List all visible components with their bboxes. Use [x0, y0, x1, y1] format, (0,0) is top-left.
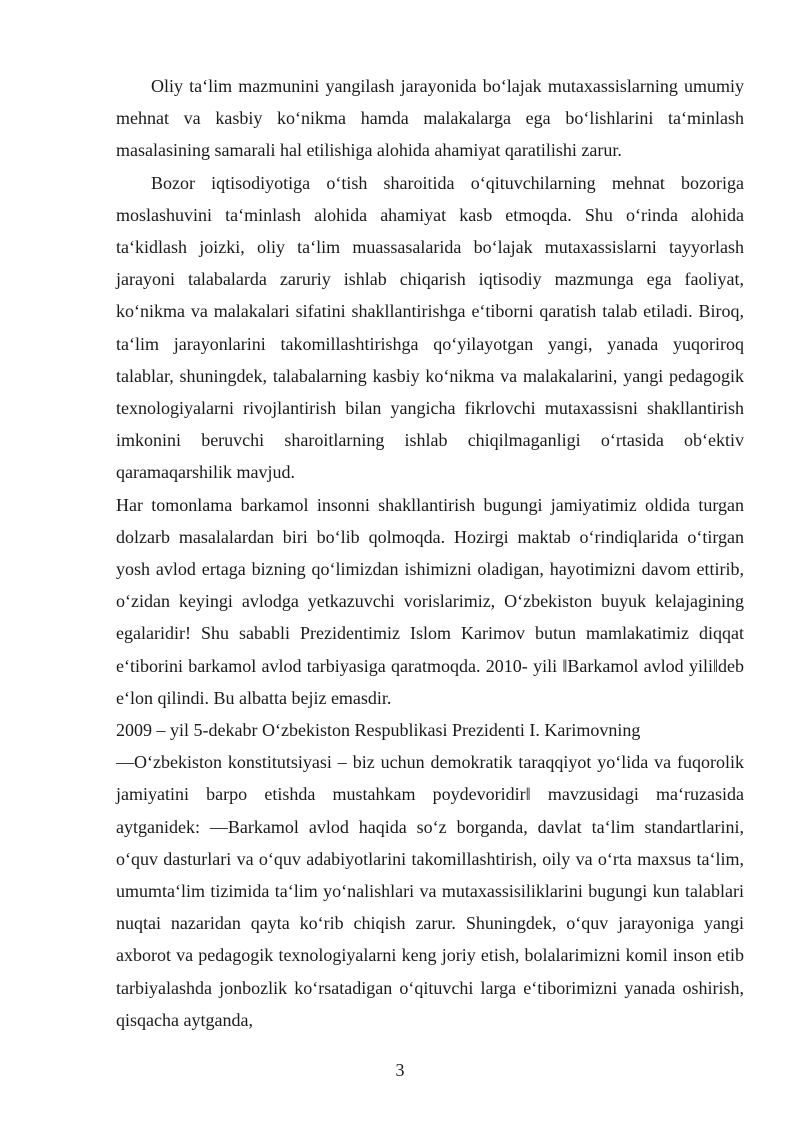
paragraph-1: Oliy ta‘lim mazmunini yangilash jarayonida bo‘lajak mutaxassislarning umumiy mehnat va kasbiy ko‘nikma hamda malakalarga ega bo‘lishlarini ta‘minlash masalasining samarali hal etilishiga alohida ahamiyat qaratilishi zarur.: [116, 76, 744, 161]
paragraph-5: ―O‘zbekiston konstitutsiyasi – biz uchun demokratik taraqqiyot yo‘lida va fuqorolik jamiyatini barpo etishda mustahkam poydevoridir‖ mavzusidagi ma‘ruzasida aytganidek: ―Barkamol avlod haqida so‘z borganda, davlat ta‘lim standartlarini, o‘quv dasturlari va o‘quv adabiyotlarini takomillashtirish, oily va o‘rta maxsus ta‘lim, umumta‘lim tizimida ta‘lim yo‘nalishlari va mutaxassisiliklarini bugungi kun talablari nuqtai nazaridan qayta ko‘rib chiqish zarur. Shuningdek, o‘quv jarayoniga yangi axborot va pedagogik texnologiyalarni keng joriy etish, bolalarimizni komil inson etib tarbiyalashda jonbozlik ko‘rsatadigan o‘qituvchi larga e‘tiborimizni yanada oshirish, qisqacha aytganda,: [116, 752, 744, 1030]
paragraph-3: Har tomonlama barkamol insonni shakllantirish bugungi jamiyatimiz oldida turgan dolzarb masalalardan biri bo‘lib qolmoqda. Hozirgi maktab o‘rindiqlarida o‘tirgan yosh avlod ertaga bizning qo‘limizdan ishimizni oladigan, hayotimizni davom ettirib, o‘zidan keyingi avlodga yetkazuvchi vorislarimiz, O‘zbekiston buyuk kelajagining egalaridir! Shu sababli Prezidentimiz Islom Karimov butun mamlakatimiz diqqat e‘tiborini barkamol avlod tarbiyasiga qaratmoqda. 2010- yili ‖Barkamol avlod yili‖deb e‘lon qilindi. Bu albatta bejiz emasdir.: [116, 494, 744, 708]
paragraph-2: Bozor iqtisodiyotiga o‘tish sharoitida o‘qituvchilarning mehnat bozoriga moslashuvini ta‘minlash alohida ahamiyat kasb etmoqda. Shu o‘rinda alohida ta‘kidlash joizki, oliy ta‘lim muassasalarida bo‘lajak mutaxassislarni tayyorlash jarayoni talabalarda zaruriy ishlab chiqarish iqtisodiy mazmunga ega faoliyat, ko‘nikma va malakalari sifatini shakllantirishga e‘tiborni qaratish talab etiladi. Biroq, ta‘lim jarayonlarini takomillashtirishga qo‘yilayotgan yangi, yanada yuqoriroq talablar, shuningdek, talabalarning kasbiy ko‘nikma va malakalarini, yangi pedagogik texnologiyalarni rivojlantirish bilan yangicha fikrlovchi mutaxassisni shakllantirish imkonini beruvchi sharoitlarning ishlab chiqilmaganligi o‘rtasida ob‘ektiv qaramaqarshilik mavjud.: [116, 172, 744, 483]
page-number: 3: [395, 1060, 405, 1080]
body-text: [116, 70, 744, 1036]
paragraph-4: 2009 – yil 5-dekabr O‘zbekiston Respublikasi Prezidenti I. Karimovning: [116, 720, 641, 741]
